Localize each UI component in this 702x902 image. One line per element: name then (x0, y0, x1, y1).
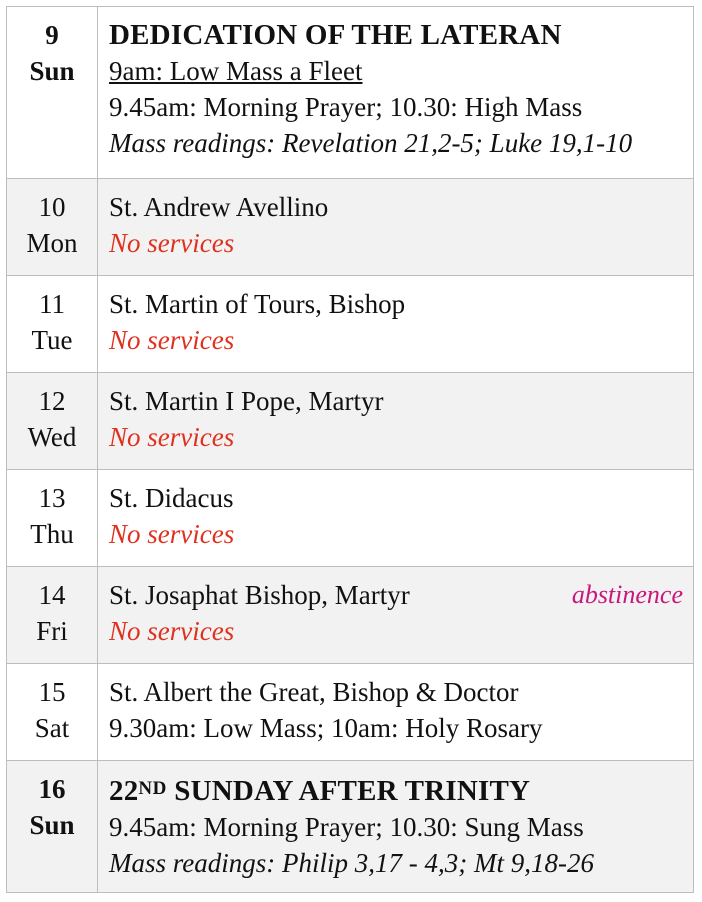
day-details (98, 761, 694, 893)
day-details (98, 276, 694, 373)
no-services-text: No services (109, 519, 235, 549)
day-cell (7, 470, 98, 567)
title-text: SUNDAY AFTER TRINITY (166, 775, 531, 807)
calendar-row (7, 761, 694, 893)
date-number: 14 (38, 580, 66, 610)
calendar-row (7, 7, 694, 179)
feast-title: St. Martin of Tours, Bishop (109, 289, 406, 319)
day-cell (7, 664, 98, 761)
date-number: 9 (45, 20, 59, 50)
calendar-row (7, 179, 694, 276)
feast-title: St. Josaphat Bishop, Martyr (109, 580, 410, 610)
day-details (98, 373, 694, 470)
day-cell (7, 567, 98, 664)
feast-title: St. Andrew Avellino (109, 192, 329, 222)
calendar-row (7, 373, 694, 470)
weekday: Tue (31, 325, 73, 355)
weekday: Mon (26, 228, 78, 258)
service-line: 9am: Low Mass a Fleet (109, 56, 363, 86)
no-services-text: No services (109, 325, 235, 355)
day-details (98, 7, 694, 179)
service-line: 9.45am: Morning Prayer; 10.30: Sung Mass (109, 812, 584, 842)
title-ordinal-suffix: ND (138, 778, 167, 799)
date-number: 13 (38, 483, 66, 513)
mass-readings: Mass readings: Revelation 21,2-5; Luke 19,1-10 (109, 128, 633, 158)
feast-title: DEDICATION OF THE LATERAN (109, 19, 562, 51)
day-details (98, 567, 694, 664)
day-cell (7, 761, 98, 893)
day-cell (7, 179, 98, 276)
feast-title (109, 771, 683, 809)
day-details (98, 470, 694, 567)
feast-title: St. Martin I Pope, Martyr (109, 386, 384, 416)
weekday: Sun (29, 56, 75, 86)
weekday: Wed (27, 422, 77, 452)
day-cell (7, 373, 98, 470)
service-line: 9.45am: Morning Prayer; 10.30: High Mass (109, 92, 583, 122)
weekday: Sat (34, 713, 70, 743)
service-line: 9.30am: Low Mass; 10am: Holy Rosary (109, 713, 543, 743)
weekday: Fri (36, 616, 68, 646)
day-cell (7, 7, 98, 179)
calendar-row (7, 470, 694, 567)
date-number: 12 (38, 386, 66, 416)
feast-title: St. Albert the Great, Bishop & Doctor (109, 677, 519, 707)
calendar-row (7, 567, 694, 664)
date-number: 16 (38, 774, 66, 804)
calendar-row (7, 664, 694, 761)
weekday: Sun (29, 810, 75, 840)
no-services-text: No services (109, 422, 235, 452)
title-number: 22 (109, 775, 139, 807)
date-number: 15 (38, 677, 66, 707)
calendar-table (6, 6, 694, 893)
no-services-text: No services (109, 228, 235, 258)
date-number: 11 (39, 289, 65, 319)
feast-title: St. Didacus (109, 483, 234, 513)
date-number: 10 (38, 192, 66, 222)
abstinence-note: abstinence (571, 580, 683, 609)
mass-readings: Mass readings: Philip 3,17 - 4,3; Mt 9,18-26 (109, 848, 594, 878)
no-services-text: No services (109, 616, 235, 646)
calendar-row (7, 276, 694, 373)
day-details (98, 664, 694, 761)
weekday: Thu (30, 519, 74, 549)
day-details (98, 179, 694, 276)
day-cell (7, 276, 98, 373)
